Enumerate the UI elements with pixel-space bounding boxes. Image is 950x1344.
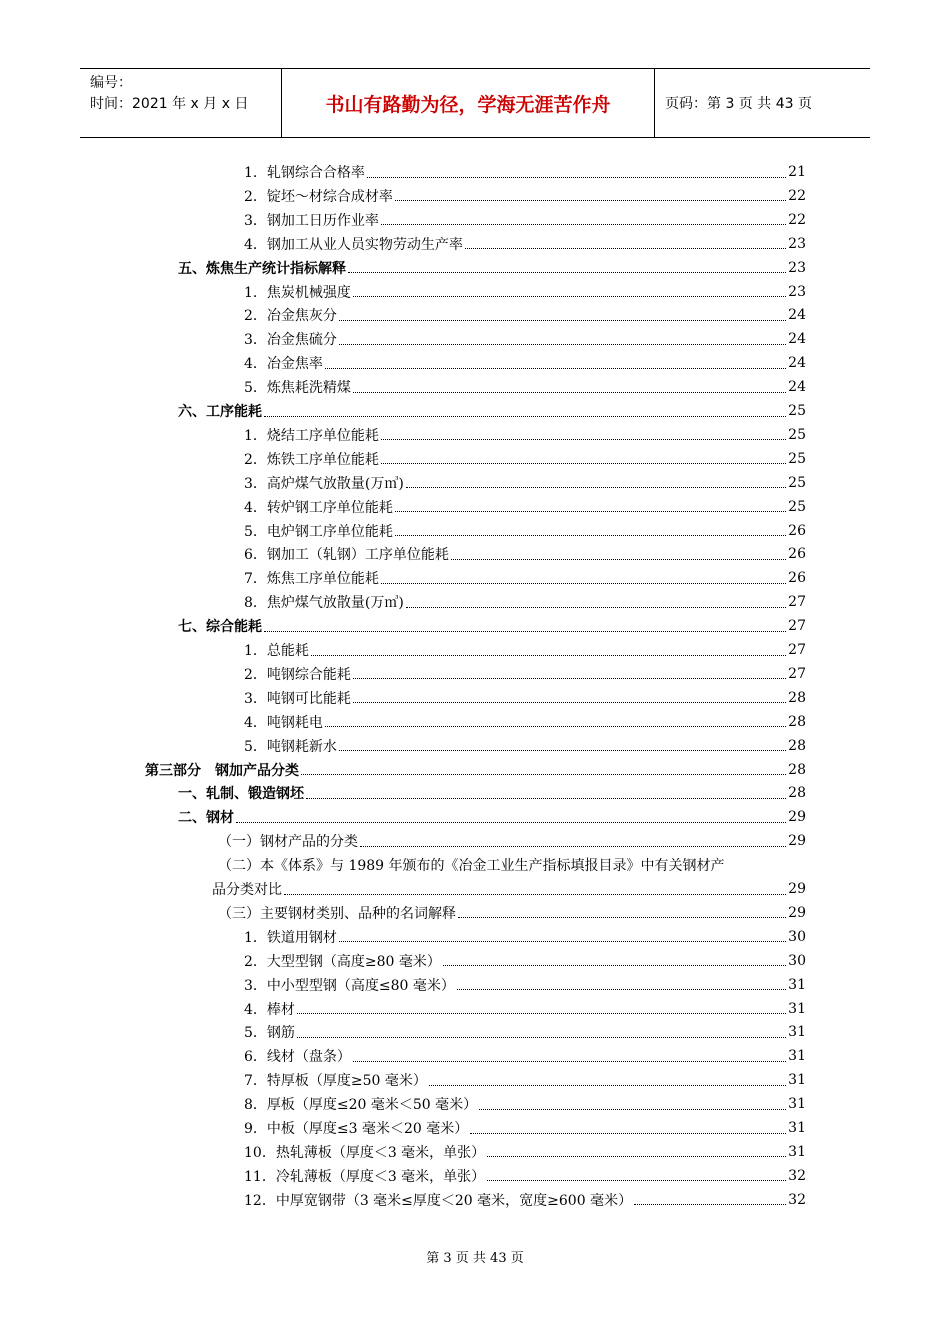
toc-entry-title: （一）钢材产品的分类 bbox=[218, 834, 358, 851]
toc-entry[interactable] bbox=[218, 829, 806, 853]
toc-dot-leader bbox=[360, 846, 786, 847]
toc-entry-title: 4．钢加工从业人员实物劳动生产率 bbox=[244, 236, 463, 253]
toc-entry-title: 1．烧结工序单位能耗 bbox=[244, 427, 379, 444]
toc-entry[interactable] bbox=[244, 327, 806, 351]
toc-dot-leader bbox=[465, 248, 786, 249]
toc-entry[interactable] bbox=[244, 375, 806, 399]
toc-page-number: 28 bbox=[788, 761, 806, 778]
toc-page-number: 31 bbox=[788, 1048, 806, 1065]
toc-page-number: 27 bbox=[788, 665, 806, 682]
toc-page-number: 28 bbox=[788, 737, 806, 754]
toc-page-number: 28 bbox=[788, 689, 806, 706]
toc-entry[interactable] bbox=[178, 781, 806, 805]
toc-dot-leader bbox=[353, 1061, 786, 1062]
toc-entry[interactable] bbox=[178, 614, 806, 638]
toc-page-number: 27 bbox=[788, 618, 806, 635]
toc-page-number: 23 bbox=[788, 235, 806, 252]
toc-entry-title: 2．吨钢综合能耗 bbox=[244, 666, 351, 683]
date-label: 时间：2021 年 x 月 x 日 bbox=[90, 96, 249, 112]
toc-entry[interactable] bbox=[244, 925, 806, 949]
toc-page-number: 28 bbox=[788, 785, 806, 802]
toc-page-number: 23 bbox=[788, 283, 806, 300]
toc-entry[interactable] bbox=[244, 303, 806, 327]
toc-entry-title: 3．吨钢可比能耗 bbox=[244, 690, 351, 707]
toc-entry-title: 4．棒材 bbox=[244, 1001, 295, 1018]
toc-entry-title: 5．吨钢耗新水 bbox=[244, 738, 337, 755]
toc-page-number: 25 bbox=[788, 474, 806, 491]
toc-dot-leader bbox=[264, 631, 786, 632]
toc-entry[interactable] bbox=[244, 1116, 806, 1140]
toc-dot-leader bbox=[429, 1085, 786, 1086]
toc-entry[interactable] bbox=[244, 590, 806, 614]
toc-entry-title: 3．高炉煤气放散量(万㎥) bbox=[244, 475, 404, 492]
toc-entry[interactable] bbox=[244, 638, 806, 662]
toc-dot-leader bbox=[457, 989, 786, 990]
toc-entry[interactable] bbox=[244, 1188, 806, 1212]
toc-entry[interactable] bbox=[244, 566, 806, 590]
toc-entry[interactable] bbox=[178, 256, 806, 280]
toc-dot-leader bbox=[301, 774, 786, 775]
toc-dot-leader bbox=[325, 726, 786, 727]
toc-page-number: 29 bbox=[788, 904, 806, 921]
toc-dot-leader bbox=[395, 535, 786, 536]
toc-entry-title: 4．吨钢耗电 bbox=[244, 714, 323, 731]
toc-page-number: 22 bbox=[788, 187, 806, 204]
toc-entry[interactable] bbox=[244, 447, 806, 471]
toc-dot-leader bbox=[381, 583, 786, 584]
toc-dot-leader bbox=[348, 272, 786, 273]
toc-dot-leader bbox=[264, 416, 786, 417]
toc-entry-title: 7．特厚板（厚度≥50 毫米） bbox=[244, 1073, 427, 1090]
toc-page-number: 31 bbox=[788, 1024, 806, 1041]
toc-entry-title: 2．冶金焦灰分 bbox=[244, 308, 337, 325]
toc-entry[interactable] bbox=[244, 519, 806, 543]
toc-entry[interactable] bbox=[145, 758, 806, 782]
toc-page-number: 24 bbox=[788, 379, 806, 396]
toc-entry-title: 6．线材（盘条） bbox=[244, 1049, 351, 1066]
toc-entry[interactable] bbox=[244, 1140, 806, 1164]
toc-dot-leader bbox=[487, 1156, 786, 1157]
toc-entry-title: 11．冷轧薄板（厚度＜3 毫米，单张） bbox=[244, 1168, 486, 1185]
toc-dot-leader bbox=[395, 511, 786, 512]
toc-entry[interactable] bbox=[244, 686, 806, 710]
toc-entry-title: 4．冶金焦率 bbox=[244, 356, 323, 373]
toc-dot-leader bbox=[451, 559, 786, 560]
toc-page-number: 30 bbox=[788, 928, 806, 945]
toc-dot-leader bbox=[470, 1133, 786, 1134]
toc-page-number: 24 bbox=[788, 355, 806, 372]
toc-entry-title: 3．冶金焦硫分 bbox=[244, 332, 337, 349]
toc-entry-wrapped[interactable]: （二）本《体系》与 1989 年颁布的《冶金工业生产指标填报目录》中有关钢材产 bbox=[218, 858, 725, 875]
toc-page-number: 24 bbox=[788, 331, 806, 348]
toc-page-number: 27 bbox=[788, 642, 806, 658]
toc-page-number: 31 bbox=[788, 1096, 806, 1113]
toc-entry[interactable] bbox=[244, 351, 806, 375]
toc-dot-leader bbox=[634, 1204, 786, 1205]
toc-page-number: 22 bbox=[788, 211, 806, 228]
toc-entry-title: 2．锭坯～材综合成材率 bbox=[244, 188, 393, 205]
toc-entry-title: 1．总能耗 bbox=[244, 643, 309, 659]
toc-entry[interactable] bbox=[178, 399, 806, 423]
toc-page-number: 29 bbox=[788, 881, 806, 897]
toc-entry[interactable] bbox=[244, 542, 806, 566]
toc-page-number: 31 bbox=[788, 1120, 806, 1136]
toc-entry-title: 二、钢材 bbox=[178, 810, 234, 827]
toc-entry[interactable] bbox=[244, 1068, 806, 1092]
toc-entry-title: 4．转炉钢工序单位能耗 bbox=[244, 499, 393, 516]
toc-page-number: 32 bbox=[788, 1191, 806, 1208]
toc-entry[interactable] bbox=[218, 901, 806, 925]
toc-page-number: 29 bbox=[788, 833, 806, 850]
toc-dot-leader bbox=[339, 750, 786, 751]
page-footer: 第 3 页 共 43 页 bbox=[426, 1251, 524, 1266]
toc-page-number: 28 bbox=[788, 713, 806, 730]
toc-page-number: 30 bbox=[788, 952, 806, 969]
toc-dot-leader bbox=[311, 655, 786, 656]
toc-dot-leader bbox=[395, 200, 786, 201]
toc-dot-leader bbox=[297, 1037, 786, 1038]
toc-entry-title: 7．炼焦工序单位能耗 bbox=[244, 571, 379, 588]
toc-entry[interactable] bbox=[244, 1092, 806, 1116]
toc-entry[interactable] bbox=[244, 423, 806, 447]
toc-entry-title: 2．炼铁工序单位能耗 bbox=[244, 451, 379, 468]
toc-entry-title: 10．热轧薄板（厚度＜3 毫米，单张） bbox=[244, 1144, 486, 1161]
toc-page-number: 31 bbox=[788, 1000, 806, 1017]
toc-entry[interactable] bbox=[244, 495, 806, 519]
toc-entry-title: 9．中板（厚度≤3 毫米＜20 毫米） bbox=[244, 1121, 469, 1137]
toc-page-number: 32 bbox=[788, 1167, 806, 1184]
toc-dot-leader bbox=[353, 392, 786, 393]
toc-entry[interactable] bbox=[244, 734, 806, 758]
toc-dot-leader bbox=[353, 296, 786, 297]
toc-entry-title: 2．大型型钢（高度≥80 毫米） bbox=[244, 953, 441, 970]
toc-entry-title: 3．中小型型钢（高度≤80 毫米） bbox=[244, 977, 455, 994]
toc-entry-title: 12．中厚宽钢带（3 毫米≤厚度＜20 毫米，宽度≥600 毫米） bbox=[244, 1192, 633, 1209]
toc-entry[interactable] bbox=[244, 208, 806, 232]
toc-page-number: 27 bbox=[788, 594, 806, 611]
toc-entry[interactable] bbox=[244, 997, 806, 1021]
toc-dot-leader bbox=[339, 344, 786, 345]
toc-entry[interactable] bbox=[244, 1164, 806, 1188]
toc-entry-title: 8．厚板（厚度≤20 毫米＜50 毫米） bbox=[244, 1097, 478, 1114]
toc-page-number: 26 bbox=[788, 570, 806, 587]
toc-dot-leader bbox=[443, 965, 786, 966]
toc-dot-leader bbox=[339, 320, 786, 321]
toc-entry[interactable] bbox=[244, 973, 806, 997]
toc-dot-leader bbox=[381, 224, 786, 225]
toc-dot-leader bbox=[353, 702, 786, 703]
toc-entry[interactable] bbox=[244, 184, 806, 208]
toc-entry[interactable] bbox=[244, 280, 806, 304]
toc-entry-title: 品分类对比 bbox=[212, 882, 282, 898]
toc-page-number: 25 bbox=[788, 450, 806, 467]
toc-page-number: 25 bbox=[788, 498, 806, 515]
toc-entry-title: 七、综合能耗 bbox=[178, 619, 262, 636]
header-left-cell bbox=[80, 69, 281, 137]
toc-entry[interactable] bbox=[178, 805, 806, 829]
toc-dot-leader bbox=[487, 1180, 786, 1181]
toc-entry[interactable] bbox=[212, 877, 806, 901]
toc-page-number: 26 bbox=[788, 546, 806, 563]
toc-entry-title: 3．钢加工日历作业率 bbox=[244, 212, 379, 229]
toc-entry-title: 5．电炉钢工序单位能耗 bbox=[244, 523, 393, 540]
toc-dot-leader bbox=[284, 894, 786, 895]
toc-entry-title: 五、炼焦生产统计指标解释 bbox=[178, 260, 346, 277]
toc-dot-leader bbox=[339, 941, 786, 942]
toc-dot-leader bbox=[381, 463, 786, 464]
toc-entry-title: 5．炼焦耗洗精煤 bbox=[244, 380, 351, 397]
toc-page-number: 23 bbox=[788, 259, 806, 276]
toc-page-number: 31 bbox=[788, 1072, 806, 1089]
toc-entry[interactable] bbox=[244, 471, 806, 495]
toc-page-number: 31 bbox=[788, 1143, 806, 1160]
toc-entry[interactable] bbox=[244, 949, 806, 973]
toc-dot-leader bbox=[406, 607, 786, 608]
page-header bbox=[80, 68, 870, 138]
toc-entry[interactable] bbox=[244, 710, 806, 734]
toc-page-number: 26 bbox=[788, 522, 806, 539]
toc-page-number: 24 bbox=[788, 307, 806, 324]
toc-entry-title: 一、轧制、锻造钢坯 bbox=[178, 786, 304, 803]
header-slogan: 书山有路勤为径，学海无涯苦作舟 bbox=[281, 69, 655, 137]
toc-entry[interactable] bbox=[244, 1020, 806, 1044]
toc-entry-title: 1．轧钢综合合格率 bbox=[244, 165, 365, 181]
toc-entry[interactable] bbox=[244, 662, 806, 686]
toc-page-number: 25 bbox=[788, 403, 806, 419]
toc-entry-title: 1．铁道用钢材 bbox=[244, 929, 337, 946]
toc-dot-leader bbox=[297, 1013, 786, 1014]
toc-dot-leader bbox=[479, 1109, 786, 1110]
toc-dot-leader bbox=[325, 368, 786, 369]
toc-page-number: 29 bbox=[788, 809, 806, 826]
toc-entry-title: 六、工序能耗 bbox=[178, 404, 262, 420]
toc-entry[interactable] bbox=[244, 160, 806, 184]
toc-page-number: 21 bbox=[788, 164, 806, 180]
toc-dot-leader bbox=[381, 439, 786, 440]
toc-entry-title: 8．焦炉煤气放散量(万㎥) bbox=[244, 595, 404, 612]
toc-entry-title: 1．焦炭机械强度 bbox=[244, 284, 351, 301]
toc-page-number: 25 bbox=[788, 426, 806, 443]
toc-entry-title: 5．钢筋 bbox=[244, 1025, 295, 1042]
toc-dot-leader bbox=[353, 678, 786, 679]
toc-dot-leader bbox=[236, 822, 786, 823]
toc-entry-title: 第三部分 钢加产品分类 bbox=[145, 762, 299, 779]
toc-entry[interactable] bbox=[244, 1044, 806, 1068]
toc-dot-leader bbox=[458, 917, 786, 918]
toc-dot-leader bbox=[406, 487, 786, 488]
toc-dot-leader bbox=[306, 798, 786, 799]
toc-page-number: 31 bbox=[788, 976, 806, 993]
header-page-info: 页码：第 3 页 共 43 页 bbox=[665, 96, 812, 112]
doc-number-label: 编号： bbox=[90, 75, 132, 91]
toc-dot-leader bbox=[367, 177, 786, 178]
toc-entry[interactable] bbox=[244, 232, 806, 256]
toc-entry-title: 6．钢加工（轧钢）工序单位能耗 bbox=[244, 547, 449, 564]
toc-entry-title: （三）主要钢材类别、品种的名词解释 bbox=[218, 905, 456, 922]
